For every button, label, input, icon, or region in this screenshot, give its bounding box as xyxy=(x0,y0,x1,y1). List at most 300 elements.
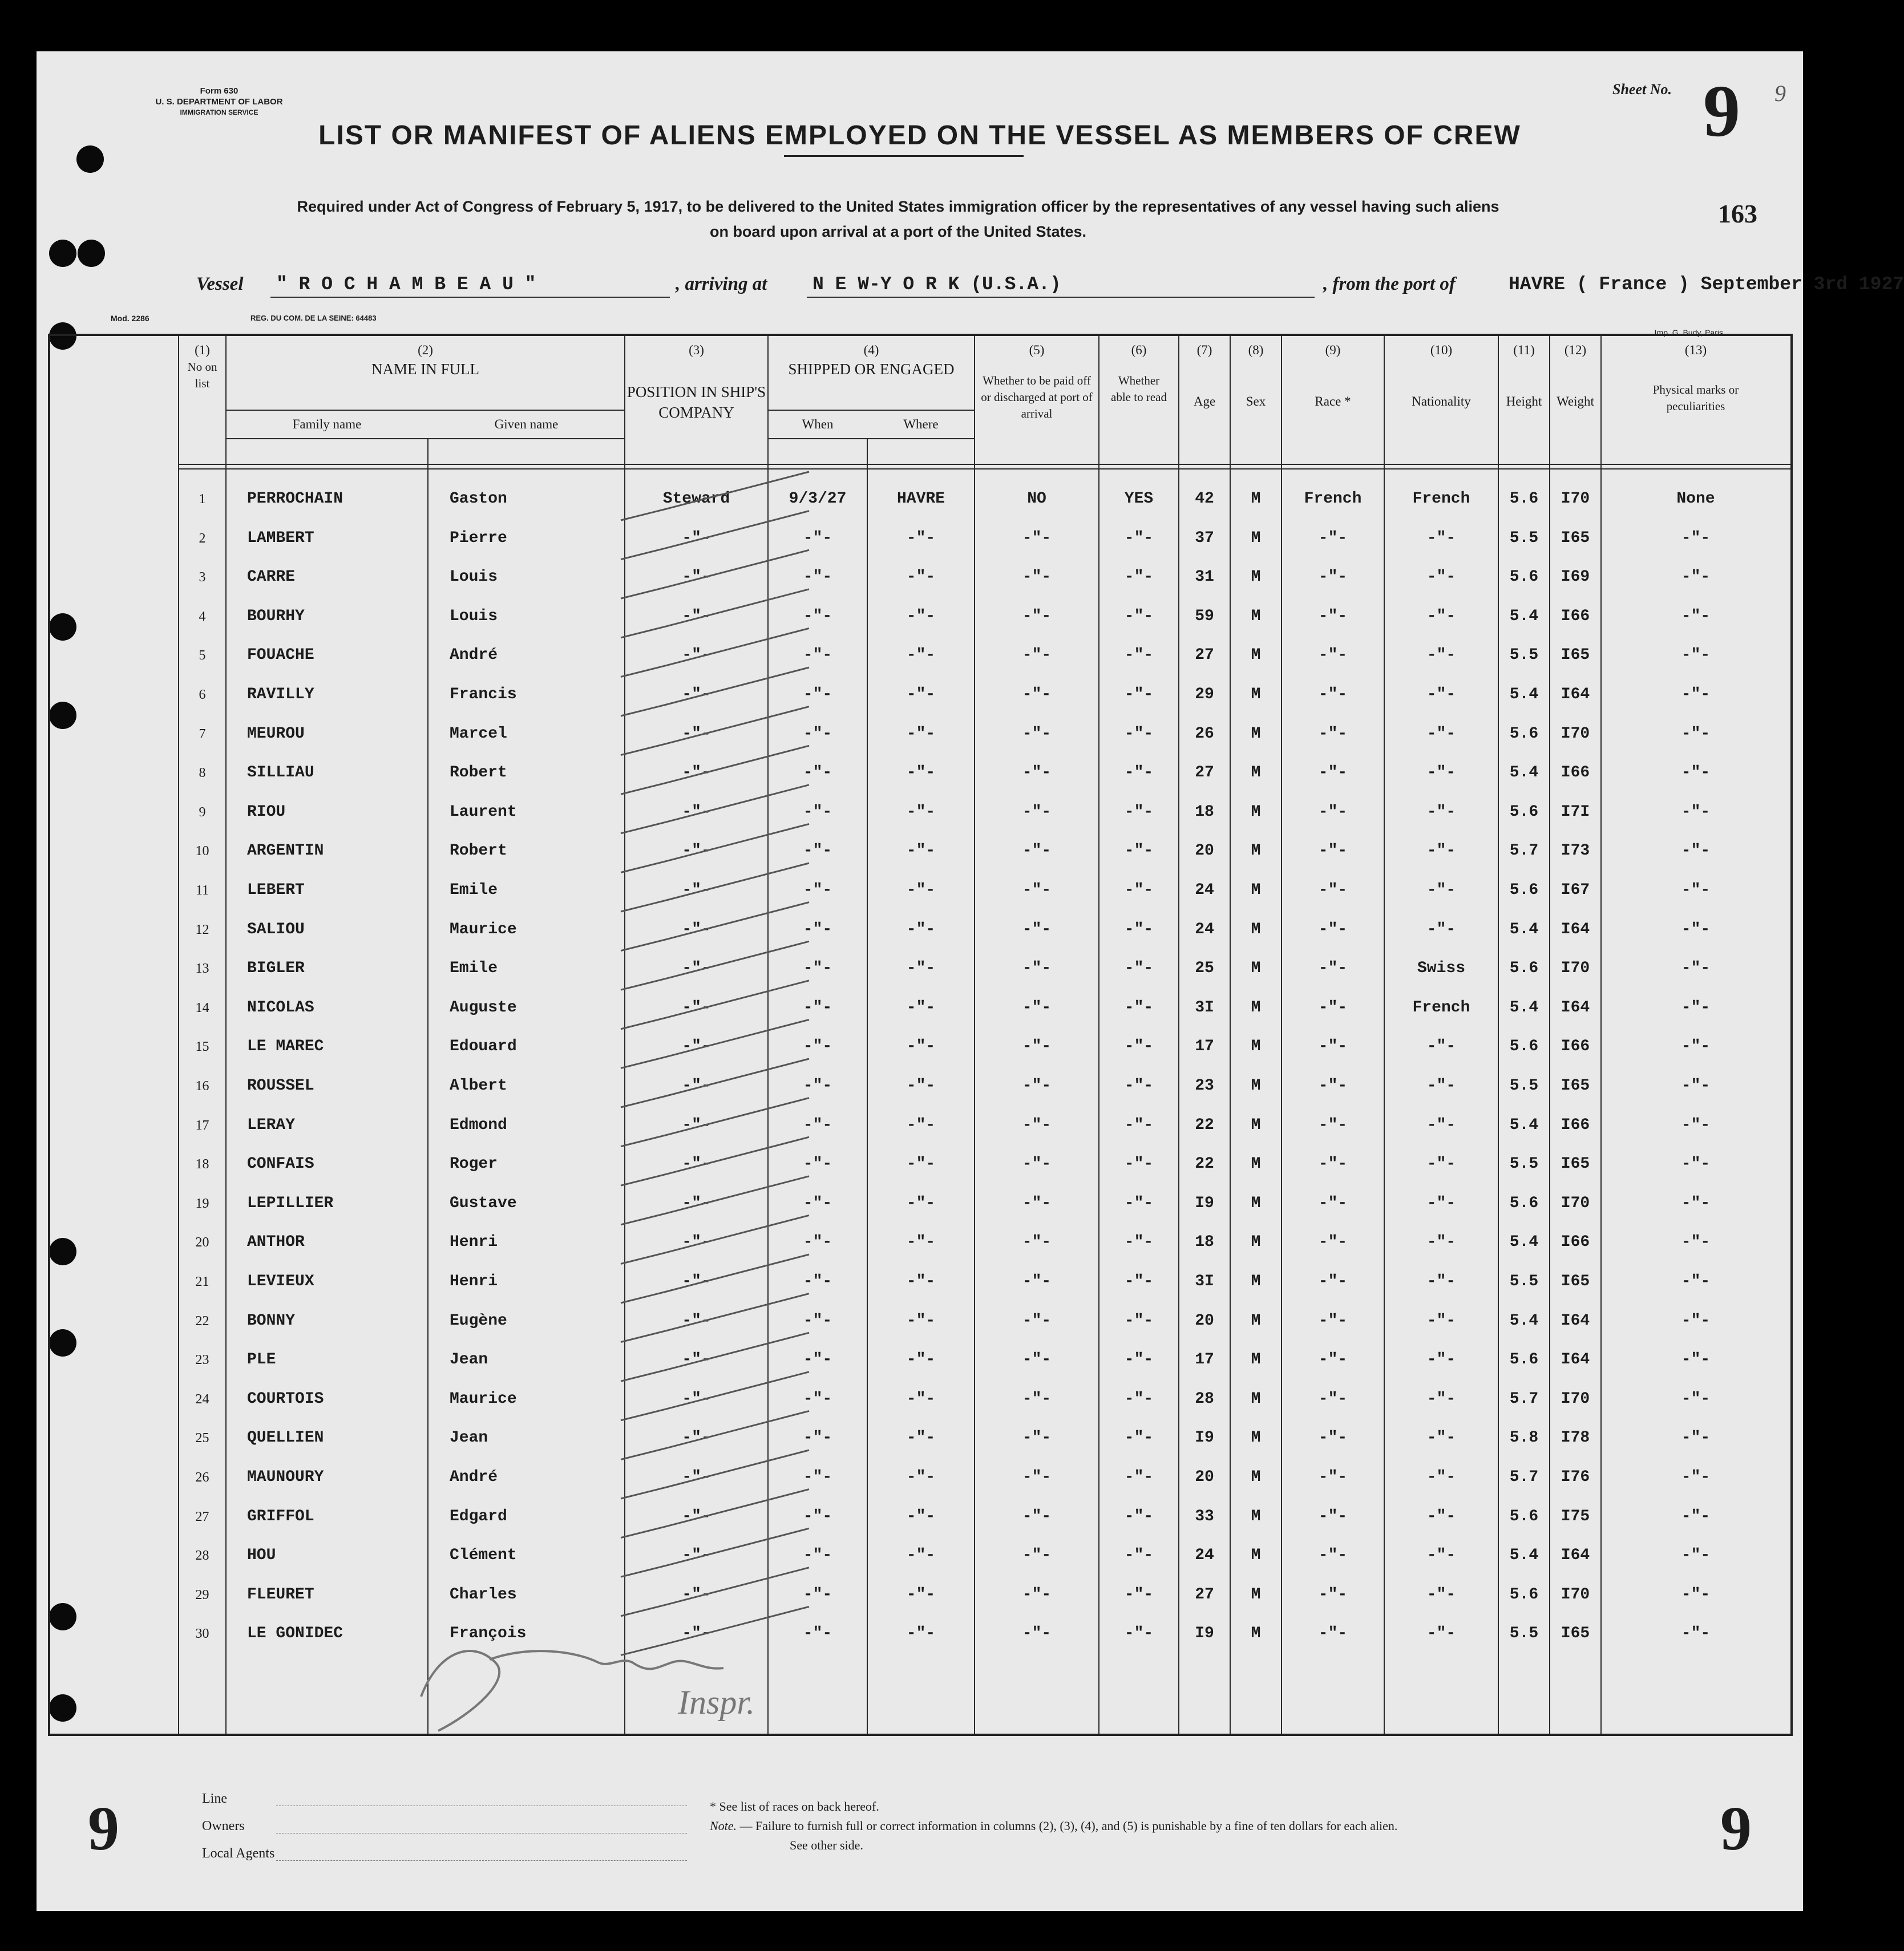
cell-weight: I67 xyxy=(1561,881,1590,899)
cell-family: BOURHY xyxy=(247,607,305,625)
cell-nat: -"- xyxy=(1426,1547,1456,1565)
cell-where: -"- xyxy=(906,529,936,547)
cell-read: -"- xyxy=(1124,998,1154,1017)
cell-position: -"- xyxy=(682,764,711,782)
cell-when: -"- xyxy=(803,998,832,1017)
cell-sex: M xyxy=(1251,1155,1261,1173)
cell-when: -"- xyxy=(803,1312,832,1330)
cell-nat: -"- xyxy=(1426,607,1456,625)
cell-age: 33 xyxy=(1195,1507,1214,1525)
cell-paid: -"- xyxy=(1022,568,1052,586)
cell-family: BONNY xyxy=(247,1312,296,1330)
cell-height: 5.4 xyxy=(1509,607,1539,625)
cell-n: 3 xyxy=(199,570,206,585)
cell-nat: -"- xyxy=(1426,881,1456,899)
col-9-label: Race * xyxy=(1315,394,1351,408)
cell-height: 5.6 xyxy=(1509,1585,1539,1604)
cell-age: 20 xyxy=(1195,1312,1214,1330)
cell-nat: -"- xyxy=(1426,1312,1456,1330)
cell-marks: -"- xyxy=(1681,881,1711,899)
cell-sex: M xyxy=(1251,920,1261,938)
cell-when: -"- xyxy=(803,1116,832,1134)
col-2a-header: Family name xyxy=(292,417,362,431)
manifest-sheet xyxy=(37,51,1904,1911)
cell-weight: I65 xyxy=(1561,1155,1590,1173)
cell-sex: M xyxy=(1251,1429,1261,1447)
cell-where: -"- xyxy=(906,686,936,703)
cell-read: -"- xyxy=(1124,960,1154,978)
check-stroke xyxy=(621,941,809,990)
cell-marks: -"- xyxy=(1681,1273,1711,1290)
cell-n: 9 xyxy=(199,804,206,820)
cell-position: -"- xyxy=(682,686,711,703)
cell-race: -"- xyxy=(1318,1312,1348,1330)
cell-where: -"- xyxy=(906,568,936,586)
cell-given: Charles xyxy=(450,1585,517,1604)
cell-weight: I76 xyxy=(1561,1468,1590,1486)
cell-sex: M xyxy=(1251,490,1261,508)
cell-when: -"- xyxy=(803,920,832,938)
check-stroke xyxy=(621,902,809,951)
cell-weight: I66 xyxy=(1561,607,1590,625)
check-stroke xyxy=(621,1528,809,1577)
cell-family: BIGLER xyxy=(247,960,305,978)
subtitle-line-1: Required under Act of Congress of February 5, 1917, to be delivered to the United States immigration officer by the representatives of any vessel having such aliens xyxy=(297,198,1499,215)
cell-where: -"- xyxy=(906,646,936,665)
cell-paid: -"- xyxy=(1022,803,1052,821)
cell-weight: I70 xyxy=(1561,490,1590,508)
cell-when: -"- xyxy=(803,1625,832,1643)
cell-marks: -"- xyxy=(1681,920,1711,938)
cell-marks: -"- xyxy=(1681,686,1711,703)
cell-where: -"- xyxy=(906,1351,936,1369)
cell-paid: -"- xyxy=(1022,1312,1052,1330)
cell-paid: -"- xyxy=(1022,998,1052,1017)
cell-given: Jean xyxy=(450,1351,488,1369)
cell-height: 5.6 xyxy=(1509,881,1539,899)
cell-read: -"- xyxy=(1124,1312,1154,1330)
cell-paid: -"- xyxy=(1022,646,1052,665)
cell-height: 5.6 xyxy=(1509,568,1539,586)
cell-family: LEPILLIER xyxy=(247,1194,334,1212)
cell-age: 31 xyxy=(1195,568,1214,586)
check-stroke xyxy=(621,1215,809,1264)
cell-read: -"- xyxy=(1124,1547,1154,1565)
cell-marks: -"- xyxy=(1681,1233,1711,1252)
check-stroke xyxy=(621,1333,809,1381)
cell-family: RAVILLY xyxy=(247,686,314,703)
cell-n: 25 xyxy=(195,1431,209,1446)
cell-family: LAMBERT xyxy=(247,529,314,547)
cell-nat: -"- xyxy=(1426,920,1456,938)
cell-weight: I65 xyxy=(1561,646,1590,665)
cell-position: -"- xyxy=(682,607,711,625)
cell-family: FOUACHE xyxy=(247,646,314,665)
cell-sex: M xyxy=(1251,724,1261,743)
cell-family: SALIOU xyxy=(247,920,305,938)
cell-when: -"- xyxy=(803,1038,832,1056)
page-number: 163 xyxy=(1718,199,1757,228)
cell-paid: -"- xyxy=(1022,842,1052,860)
check-stroke xyxy=(621,1372,809,1420)
cell-family: PLE xyxy=(247,1351,276,1369)
cell-n: 2 xyxy=(199,531,206,546)
cell-weight: I65 xyxy=(1561,1273,1590,1290)
cell-paid: -"- xyxy=(1022,1155,1052,1173)
cell-n: 21 xyxy=(195,1274,209,1289)
cell-weight: I69 xyxy=(1561,568,1590,586)
cell-marks: -"- xyxy=(1681,529,1711,547)
cell-family: LERAY xyxy=(247,1116,296,1134)
cell-sex: M xyxy=(1251,764,1261,782)
cell-height: 5.7 xyxy=(1509,1468,1539,1486)
cell-given: Clément xyxy=(450,1547,517,1565)
cell-height: 5.4 xyxy=(1509,1547,1539,1565)
cell-age: 59 xyxy=(1195,607,1214,625)
footer-agents-label: Local Agents xyxy=(202,1846,275,1861)
cell-given: André xyxy=(450,646,498,665)
cell-position: -"- xyxy=(682,1429,711,1447)
cell-when: -"- xyxy=(803,1585,832,1604)
cell-where: -"- xyxy=(906,1468,936,1486)
cell-where: -"- xyxy=(906,842,936,860)
note-label: Note. xyxy=(710,1819,737,1833)
cell-n: 28 xyxy=(195,1548,209,1564)
col-8-number: (8) xyxy=(1248,343,1264,357)
cell-family: FLEURET xyxy=(247,1585,314,1604)
cell-nat: French xyxy=(1412,998,1470,1017)
form-number: Form 630 xyxy=(200,86,238,96)
check-stroke xyxy=(621,1137,809,1185)
cell-n: 13 xyxy=(195,961,209,977)
cell-nat: -"- xyxy=(1426,1233,1456,1252)
check-stroke xyxy=(621,746,809,794)
cell-weight: I75 xyxy=(1561,1507,1590,1525)
cell-height: 5.4 xyxy=(1509,1116,1539,1134)
cell-age: 22 xyxy=(1195,1155,1214,1173)
cell-age: 18 xyxy=(1195,1233,1214,1252)
check-stroke xyxy=(621,981,809,1029)
cell-read: -"- xyxy=(1124,1468,1154,1486)
cell-paid: -"- xyxy=(1022,1077,1052,1095)
cell-paid: -"- xyxy=(1022,1038,1052,1056)
cell-sex: M xyxy=(1251,686,1261,703)
cell-given: Jean xyxy=(450,1429,488,1447)
cell-nat: -"- xyxy=(1426,1273,1456,1290)
cell-marks: -"- xyxy=(1681,646,1711,665)
cell-marks: -"- xyxy=(1681,1429,1711,1447)
cell-height: 5.6 xyxy=(1509,1038,1539,1056)
vessel-name: " R O C H A M B E A U " xyxy=(276,274,536,295)
cell-age: 17 xyxy=(1195,1038,1214,1056)
cell-read: -"- xyxy=(1124,607,1154,625)
col-13-label: Physical marks or peculiarities xyxy=(1652,383,1739,413)
cell-paid: -"- xyxy=(1022,529,1052,547)
cell-when: -"- xyxy=(803,1077,832,1095)
col-12-number: (12) xyxy=(1564,343,1587,357)
footnotes xyxy=(710,1797,1397,1855)
cell-when: -"- xyxy=(803,724,832,743)
title-underline xyxy=(784,155,1024,157)
col-13-number: (13) xyxy=(1684,343,1707,357)
cell-where: -"- xyxy=(906,1116,936,1134)
check-stroke xyxy=(621,472,809,520)
cell-age: 37 xyxy=(1195,529,1214,547)
cell-age: 17 xyxy=(1195,1351,1214,1369)
sheet-label: Sheet No. xyxy=(1612,81,1672,98)
cell-position: -"- xyxy=(682,1390,711,1408)
cell-position: -"- xyxy=(682,1116,711,1134)
cell-read: -"- xyxy=(1124,1585,1154,1604)
cell-n: 15 xyxy=(195,1039,209,1055)
cell-given: André xyxy=(450,1468,498,1486)
cell-height: 5.6 xyxy=(1509,1351,1539,1369)
col-3-number: (3) xyxy=(689,343,704,357)
cell-weight: I65 xyxy=(1561,1625,1590,1643)
cell-nat: -"- xyxy=(1426,724,1456,743)
cell-race: -"- xyxy=(1318,920,1348,938)
cell-paid: -"- xyxy=(1022,1233,1052,1252)
cell-read: -"- xyxy=(1124,920,1154,938)
cell-race: -"- xyxy=(1318,1390,1348,1408)
cell-nat: -"- xyxy=(1426,1038,1456,1056)
cell-read: -"- xyxy=(1124,1155,1154,1173)
cell-where: -"- xyxy=(906,764,936,782)
cell-n: 5 xyxy=(199,648,206,663)
cell-marks: -"- xyxy=(1681,1194,1711,1212)
cell-when: -"- xyxy=(803,1155,832,1173)
cell-weight: I70 xyxy=(1561,960,1590,978)
form-header xyxy=(134,86,305,118)
cell-when: -"- xyxy=(803,803,832,821)
cell-age: 22 xyxy=(1195,1116,1214,1134)
cell-sex: M xyxy=(1251,960,1261,978)
cell-nat: -"- xyxy=(1426,1507,1456,1525)
cell-family: LE GONIDEC xyxy=(247,1625,343,1643)
cell-position: -"- xyxy=(682,1155,711,1173)
cell-weight: I64 xyxy=(1561,1351,1590,1369)
col-4-number: (4) xyxy=(863,343,879,357)
cell-nat: -"- xyxy=(1426,568,1456,586)
crew-table xyxy=(48,334,1793,1736)
cell-given: Albert xyxy=(450,1077,507,1095)
cell-paid: -"- xyxy=(1022,1194,1052,1212)
cell-weight: I66 xyxy=(1561,1038,1590,1056)
cell-n: 24 xyxy=(195,1391,209,1407)
cell-race: -"- xyxy=(1318,1507,1348,1525)
cell-weight: I70 xyxy=(1561,1585,1590,1604)
cell-family: HOU xyxy=(247,1547,276,1565)
cell-height: 5.5 xyxy=(1509,1273,1539,1290)
footer-line-label: Line xyxy=(202,1791,227,1806)
cell-where: -"- xyxy=(906,1390,936,1408)
cell-position: -"- xyxy=(682,998,711,1017)
cell-marks: -"- xyxy=(1681,998,1711,1017)
cell-nat: -"- xyxy=(1426,1155,1456,1173)
cell-where: -"- xyxy=(906,1585,936,1604)
col-5-number: (5) xyxy=(1029,343,1045,357)
cell-when: -"- xyxy=(803,1468,832,1486)
cell-where: -"- xyxy=(906,1625,936,1643)
cell-read: -"- xyxy=(1124,1351,1154,1369)
cell-weight: I64 xyxy=(1561,686,1590,703)
col-10-label: Nationality xyxy=(1412,394,1471,408)
check-stroke xyxy=(621,667,809,716)
cell-sex: M xyxy=(1251,568,1261,586)
cell-nat: -"- xyxy=(1426,1194,1456,1212)
cell-where: -"- xyxy=(906,1194,936,1212)
cell-position: -"- xyxy=(682,724,711,743)
cell-read: YES xyxy=(1124,490,1154,508)
cell-sex: M xyxy=(1251,1194,1261,1212)
note-text: — Failure to furnish full or correct information in columns (2), (3), (4), and (5) is punishable by a fine of ten dollars for each alien. xyxy=(737,1819,1398,1833)
cell-nat: -"- xyxy=(1426,646,1456,665)
check-stroke xyxy=(621,824,809,872)
cell-height: 5.7 xyxy=(1509,1390,1539,1408)
cell-n: 22 xyxy=(195,1313,209,1329)
cell-position: -"- xyxy=(682,920,711,938)
cell-when: -"- xyxy=(803,568,832,586)
vessel-name-rule xyxy=(270,297,670,298)
cell-weight: I65 xyxy=(1561,1077,1590,1095)
cell-when: -"- xyxy=(803,529,832,547)
cell-race: -"- xyxy=(1318,1429,1348,1447)
cell-position: -"- xyxy=(682,1038,711,1056)
cell-read: -"- xyxy=(1124,842,1154,860)
cell-age: I9 xyxy=(1195,1194,1214,1212)
col-8-label: Sex xyxy=(1246,394,1266,408)
check-stroke xyxy=(621,589,809,638)
cell-n: 6 xyxy=(199,687,206,702)
cell-sex: M xyxy=(1251,842,1261,860)
cell-when: -"- xyxy=(803,1233,832,1252)
cell-when: -"- xyxy=(803,881,832,899)
subtitle-line-2: on board upon arrival at a port of the United States. xyxy=(709,223,1087,240)
cell-marks: -"- xyxy=(1681,1038,1711,1056)
footnote-races: * See list of races on back hereof. xyxy=(710,1799,879,1814)
cell-height: 5.4 xyxy=(1509,1233,1539,1252)
cell-position: -"- xyxy=(682,803,711,821)
cell-nat: French xyxy=(1412,490,1470,508)
cell-where: -"- xyxy=(906,1077,936,1095)
cell-n: 30 xyxy=(195,1626,209,1642)
check-stroke xyxy=(621,1176,809,1225)
cell-age: 24 xyxy=(1195,1547,1214,1565)
cell-when: -"- xyxy=(803,1547,832,1565)
cell-when: -"- xyxy=(803,764,832,782)
cell-family: NICOLAS xyxy=(247,998,314,1017)
cell-position: -"- xyxy=(682,1273,711,1290)
cell-race: -"- xyxy=(1318,1625,1348,1643)
cell-marks: -"- xyxy=(1681,803,1711,821)
cell-read: -"- xyxy=(1124,1233,1154,1252)
cell-where: -"- xyxy=(906,1038,936,1056)
cell-race: -"- xyxy=(1318,960,1348,978)
cell-family: ROUSSEL xyxy=(247,1077,314,1095)
cell-family: CARRE xyxy=(247,568,296,586)
cell-position: -"- xyxy=(682,568,711,586)
cell-n: 10 xyxy=(195,844,209,859)
manifest-title: LIST OR MANIFEST OF ALIENS EMPLOYED ON THE VESSEL AS MEMBERS OF CREW xyxy=(318,120,1521,151)
cell-race: -"- xyxy=(1318,1155,1348,1173)
col-12-label: Weight xyxy=(1557,394,1594,408)
cell-race: -"- xyxy=(1318,1547,1348,1565)
cell-paid: -"- xyxy=(1022,1351,1052,1369)
cell-family: COURTOIS xyxy=(247,1390,324,1408)
col-4a-header: When xyxy=(802,417,834,431)
cell-read: -"- xyxy=(1124,686,1154,703)
cell-family: MEUROU xyxy=(247,724,305,743)
col-2-label: NAME IN FULL xyxy=(371,361,479,378)
cell-position: -"- xyxy=(682,960,711,978)
cell-family: ANTHOR xyxy=(247,1233,305,1252)
cell-read: -"- xyxy=(1124,881,1154,899)
cell-paid: -"- xyxy=(1022,1585,1052,1604)
cell-given: Maurice xyxy=(450,1390,517,1408)
cell-read: -"- xyxy=(1124,764,1154,782)
cell-height: 5.5 xyxy=(1509,1077,1539,1095)
cell-given: Edgard xyxy=(450,1507,507,1525)
cell-given: Roger xyxy=(450,1155,498,1173)
cell-n: 19 xyxy=(195,1196,209,1211)
cell-position: -"- xyxy=(682,881,711,899)
cell-age: I9 xyxy=(1195,1429,1214,1447)
pencil-check-marks xyxy=(50,336,1790,1734)
cell-age: 24 xyxy=(1195,881,1214,899)
cell-age: 3I xyxy=(1195,1273,1214,1290)
cell-position: -"- xyxy=(682,529,711,547)
cell-sex: M xyxy=(1251,646,1261,665)
cell-n: 4 xyxy=(199,609,206,624)
cell-read: -"- xyxy=(1124,1390,1154,1408)
cell-given: Edmond xyxy=(450,1116,507,1134)
cell-when: -"- xyxy=(803,686,832,703)
cell-race: -"- xyxy=(1318,1038,1348,1056)
cell-given: Robert xyxy=(450,842,507,860)
cell-race: -"- xyxy=(1318,1233,1348,1252)
footnote-see-other: See other side. xyxy=(790,1838,863,1852)
cell-n: 16 xyxy=(195,1079,209,1094)
cell-when: -"- xyxy=(803,1390,832,1408)
cell-height: 5.6 xyxy=(1509,960,1539,978)
cell-family: LE MAREC xyxy=(247,1038,324,1056)
punch-hole xyxy=(78,240,105,267)
cell-age: 42 xyxy=(1195,490,1214,508)
col-7-label: Age xyxy=(1193,394,1216,408)
cell-where: -"- xyxy=(906,724,936,743)
cell-where: HAVRE xyxy=(896,490,945,508)
cell-given: Marcel xyxy=(450,724,507,743)
cell-where: -"- xyxy=(906,1429,936,1447)
cell-age: 25 xyxy=(1195,960,1214,978)
cell-marks: -"- xyxy=(1681,1155,1711,1173)
cell-race: -"- xyxy=(1318,764,1348,782)
cell-race: -"- xyxy=(1318,686,1348,703)
cell-marks: -"- xyxy=(1681,1116,1711,1134)
cell-height: 5.5 xyxy=(1509,646,1539,665)
cell-weight: I7I xyxy=(1561,803,1590,821)
footer-owners-label: Owners xyxy=(202,1819,245,1833)
cell-where: -"- xyxy=(906,960,936,978)
cell-family: LEBERT xyxy=(247,881,305,899)
cell-n: 23 xyxy=(195,1353,209,1368)
col-7-number: (7) xyxy=(1196,343,1212,357)
cell-sex: M xyxy=(1251,1390,1261,1408)
cell-paid: -"- xyxy=(1022,1273,1052,1290)
cell-age: 24 xyxy=(1195,920,1214,938)
cell-given: Eugène xyxy=(450,1312,507,1330)
cell-height: 5.6 xyxy=(1509,490,1539,508)
